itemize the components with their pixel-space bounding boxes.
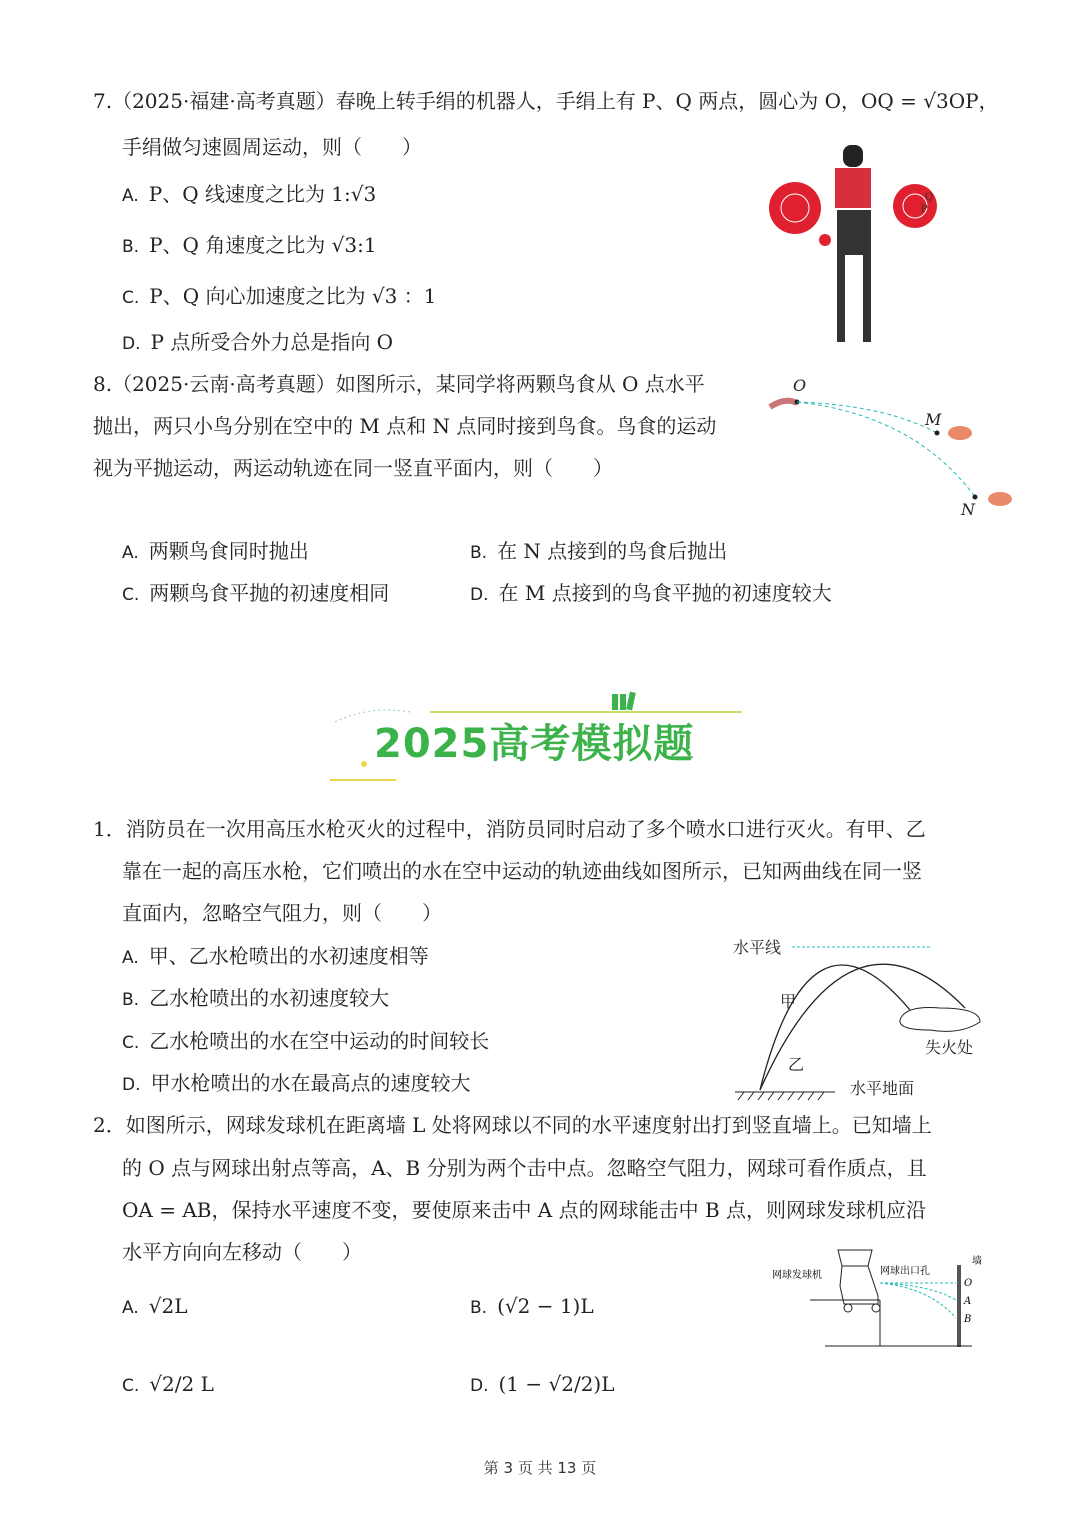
m2-option-a: A. √2L [122, 1294, 188, 1318]
m2-stem: 2．如图所示，网球发球机在距离墙 L 处将网球以不同的水平速度射出打到竖直墙上。已知墙上 [93, 1113, 932, 1137]
label-jia: 甲 [780, 992, 797, 1011]
q8-option-d: D. 在 M 点接到的鸟食平抛的初速度较大 [470, 581, 832, 605]
q7-option-c: C. P、Q 向心加速度之比为 √3 ：1 [122, 284, 437, 308]
label-b: B [964, 1314, 972, 1325]
q7-option-a: A. P、Q 线速度之比为 1:√3 [122, 182, 377, 206]
label-yi: 乙 [788, 1055, 805, 1074]
label-fire: 失火处 [925, 1038, 974, 1057]
page-footer: 第 3 页 共 13 页 [483, 1459, 597, 1477]
m1-stem: 直面内，忽略空气阻力，则（ ） [122, 901, 442, 925]
m1-option-a: A. 甲、乙水枪喷出的水初速度相等 [122, 944, 429, 968]
label-ground: 水平地面 [850, 1079, 915, 1098]
q7-stem: 手绢做匀速圆周运动，则（ ） [122, 135, 422, 159]
m1-option-c: C. 乙水枪喷出的水在空中运动的时间较长 [122, 1029, 490, 1053]
label-o: O [964, 1278, 973, 1289]
tennis-machine-figure [760, 1240, 1000, 1360]
label-q: Q [925, 192, 934, 203]
label-o: O [793, 376, 807, 395]
robot-figure [765, 140, 945, 350]
m1-stem: 1．消防员在一次用高压水枪灭火的过程中，消防员同时启动了多个喷水口进行灭火。有甲、乙 [93, 817, 926, 841]
q8-stem: 视为平抛运动，两运动轨迹在同一竖直平面内，则（ ） [93, 456, 613, 480]
label-horizontal-line: 水平线 [733, 938, 782, 957]
label-machine: 网球发球机 [772, 1270, 822, 1281]
label-p: P [921, 204, 928, 215]
m1-stem: 靠在一起的高压水枪，它们喷出的水在空中运动的轨迹曲线如图所示，已知两曲线在同一竖 [122, 859, 922, 883]
q7-option-b: B. P、Q 角速度之比为 √3:1 [122, 233, 377, 257]
m1-option-d: D. 甲水枪喷出的水在最高点的速度较大 [122, 1071, 471, 1095]
m2-stem: 的 O 点与网球出射点等高，A、B 分别为两个击中点。忽略空气阻力，网球可看作质点，且 [122, 1156, 927, 1180]
section-title: 2025高考模拟题 [374, 721, 695, 767]
m2-option-d: D. (1 − √2/2)L [470, 1372, 615, 1396]
q8-stem: 抛出，两只小鸟分别在空中的 M 点和 N 点同时接到鸟食。鸟食的运动 [93, 414, 717, 438]
water-gun-figure [730, 930, 1000, 1110]
label-a: A [964, 1296, 972, 1307]
q7-option-d: D. P 点所受合外力总是指向 O [122, 330, 394, 354]
section-title-banner [330, 690, 750, 790]
bird-feed-figure [765, 375, 1025, 525]
label-m: M [925, 410, 942, 429]
q7-stem: 7.（2025·福建·高考真题）春晚上转手绢的机器人，手绢上有 P、Q 两点，圆心为 O，OQ = √3OP， [93, 89, 999, 113]
q8-option-c: C. 两颗鸟食平抛的初速度相同 [122, 581, 390, 605]
q8-option-a: A. 两颗鸟食同时抛出 [122, 539, 309, 563]
m2-stem: 水平方向向左移动（ ） [122, 1240, 362, 1264]
label-wall: 墙 [972, 1256, 982, 1267]
q8-stem: 8.（2025·云南·高考真题）如图所示，某同学将两颗鸟食从 O 点水平 [93, 372, 705, 396]
m2-option-b: B. (√2 − 1)L [470, 1294, 594, 1318]
label-n: N [961, 500, 975, 519]
m2-stem: OA = AB，保持水平速度不变，要使原来击中 A 点的网球能击中 B 点，则网球发球机应沿 [122, 1198, 927, 1222]
m1-option-b: B. 乙水枪喷出的水初速度较大 [122, 986, 390, 1010]
q8-option-b: B. 在 N 点接到的鸟食后抛出 [470, 539, 728, 563]
label-outlet: 网球出口孔 [880, 1266, 930, 1277]
m2-option-c: C. √2/2 L [122, 1372, 214, 1396]
